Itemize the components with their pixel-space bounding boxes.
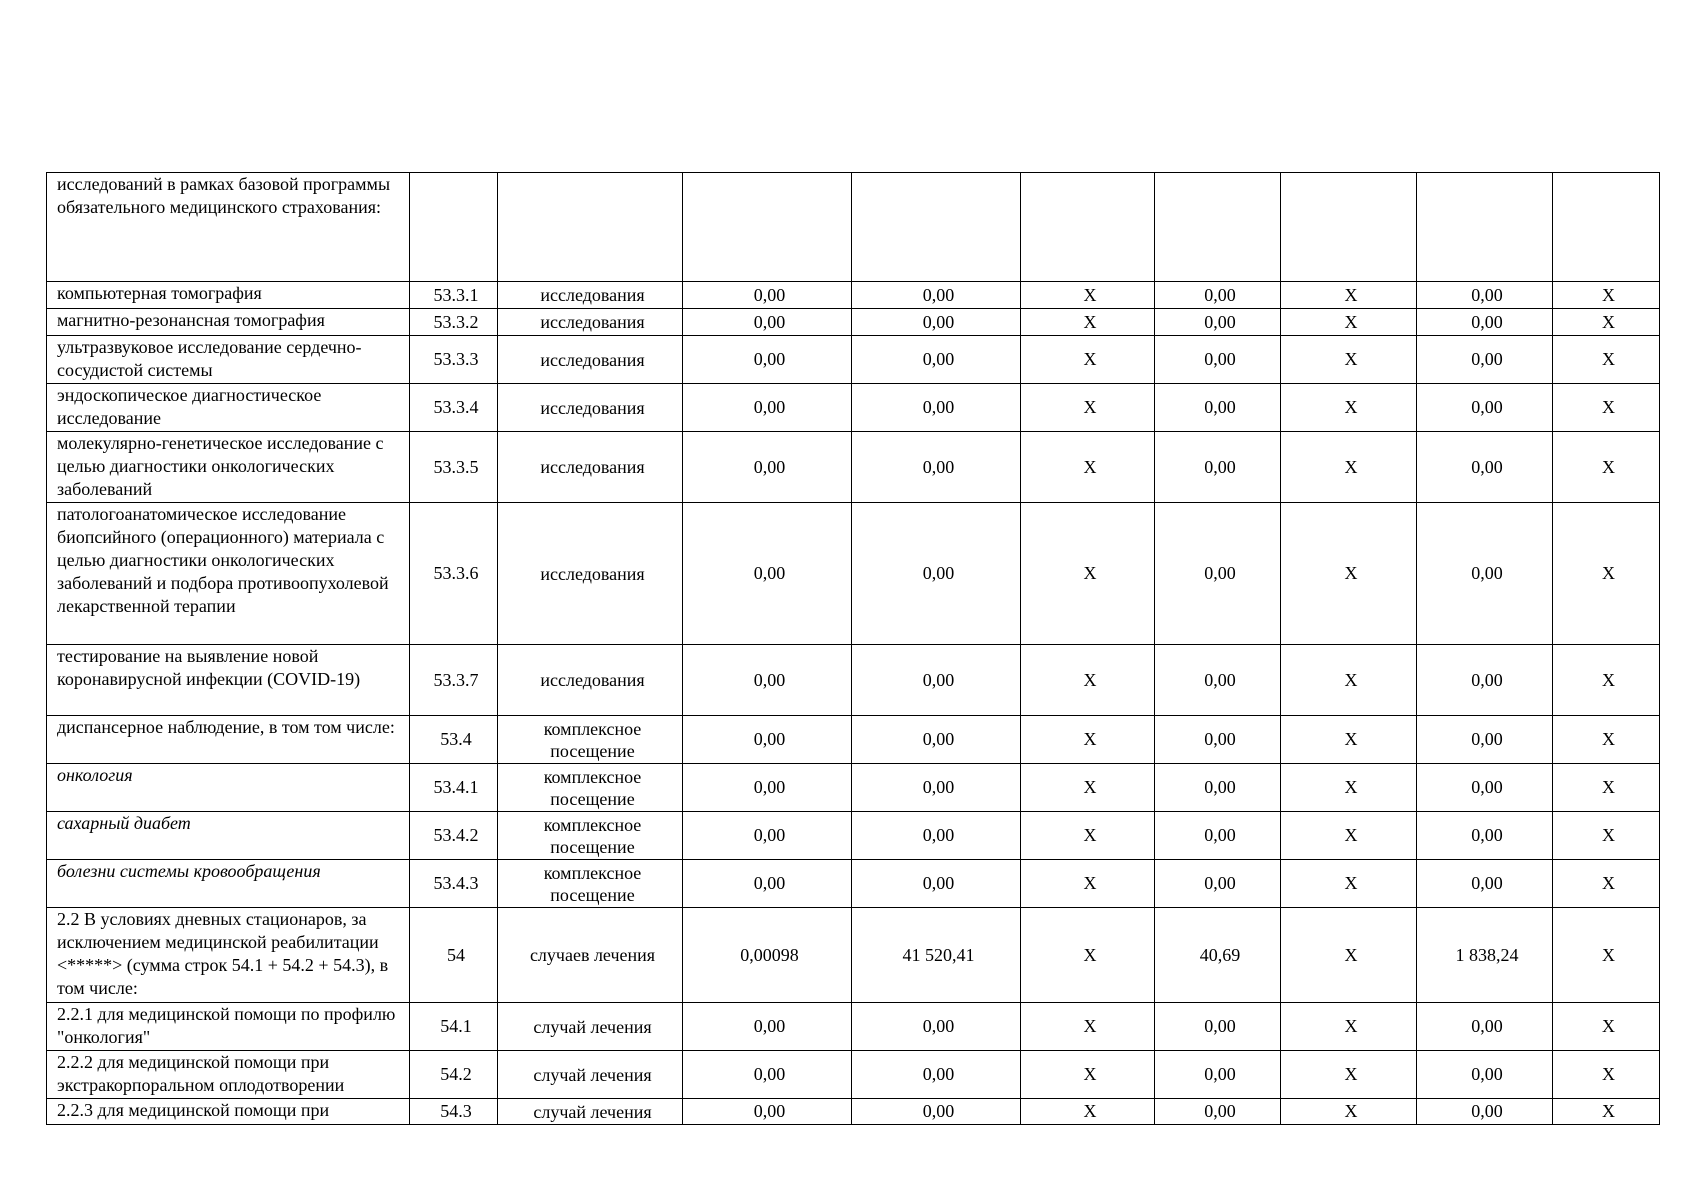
row-value-4: 0,00 [1155, 1003, 1281, 1051]
row-name: компьютерная томография [47, 282, 410, 309]
row-unit: комплексное посещение [498, 716, 683, 764]
row-value-1: 0,00 [683, 1003, 852, 1051]
row-value-7: X [1553, 309, 1660, 336]
row-value-6: 0,00 [1417, 812, 1553, 860]
row-value-4: 0,00 [1155, 432, 1281, 503]
row-value-3: X [1021, 764, 1155, 812]
row-value-2: 41 520,41 [852, 908, 1021, 1003]
row-value-4: 0,00 [1155, 812, 1281, 860]
table-row [47, 812, 1660, 860]
row-name: эндоскопическое диагностическое исследование [47, 384, 410, 432]
row-value-6: 0,00 [1417, 645, 1553, 716]
table-row [47, 282, 1660, 309]
row-value-2 [852, 173, 1021, 282]
row-name: сахарный диабет [47, 812, 410, 860]
row-value-1: 0,00 [683, 384, 852, 432]
row-value-4: 0,00 [1155, 1051, 1281, 1099]
row-code: 54.1 [410, 1003, 498, 1051]
row-value-4: 0,00 [1155, 282, 1281, 309]
row-value-7: X [1553, 764, 1660, 812]
row-value-2: 0,00 [852, 336, 1021, 384]
row-value-3 [1021, 173, 1155, 282]
row-value-1: 0,00098 [683, 908, 852, 1003]
row-value-1: 0,00 [683, 336, 852, 384]
row-value-5: X [1281, 716, 1417, 764]
row-value-5: X [1281, 812, 1417, 860]
table-row [47, 1003, 1660, 1051]
row-code: 53.3.6 [410, 503, 498, 645]
row-unit: комплексное посещение [498, 812, 683, 860]
row-value-2: 0,00 [852, 812, 1021, 860]
row-unit: случай лечения [498, 1003, 683, 1051]
row-value-6: 0,00 [1417, 503, 1553, 645]
row-value-2: 0,00 [852, 1099, 1021, 1125]
table-row [47, 1051, 1660, 1099]
row-value-2: 0,00 [852, 309, 1021, 336]
row-name: 2.2.2 для медицинской помощи при экстракорпоральном оплодотворении [47, 1051, 410, 1099]
row-name: тестирование на выявление новой коронавирусной инфекции (COVID-19) [47, 645, 410, 716]
row-value-3: X [1021, 384, 1155, 432]
row-value-6: 0,00 [1417, 1003, 1553, 1051]
row-value-5: X [1281, 503, 1417, 645]
row-value-7: X [1553, 716, 1660, 764]
row-value-1: 0,00 [683, 1099, 852, 1125]
row-name: болезни системы кровообращения [47, 860, 410, 908]
row-value-1: 0,00 [683, 309, 852, 336]
row-code: 53.3.7 [410, 645, 498, 716]
row-unit: исследования [498, 645, 683, 716]
row-name: 2.2.1 для медицинской помощи по профилю "онкология" [47, 1003, 410, 1051]
row-value-3: X [1021, 1003, 1155, 1051]
row-value-5: X [1281, 336, 1417, 384]
row-value-3: X [1021, 812, 1155, 860]
table-row [47, 432, 1660, 503]
row-unit: исследования [498, 336, 683, 384]
row-value-5: X [1281, 645, 1417, 716]
row-code: 53.3.2 [410, 309, 498, 336]
table-row [47, 860, 1660, 908]
row-name: молекулярно-генетическое исследование с целью диагностики онкологических заболеваний [47, 432, 410, 503]
row-value-5: X [1281, 1051, 1417, 1099]
table-body [47, 173, 1660, 1125]
row-value-5: X [1281, 432, 1417, 503]
row-value-7: X [1553, 282, 1660, 309]
row-value-6: 0,00 [1417, 432, 1553, 503]
row-unit: случай лечения [498, 1099, 683, 1125]
row-code: 53.3.1 [410, 282, 498, 309]
row-value-3: X [1021, 645, 1155, 716]
row-code: 53.3.3 [410, 336, 498, 384]
row-value-6: 0,00 [1417, 282, 1553, 309]
row-value-7: X [1553, 384, 1660, 432]
row-code: 54.3 [410, 1099, 498, 1125]
row-unit: исследования [498, 503, 683, 645]
row-name: 2.2.3 для медицинской помощи при [47, 1099, 410, 1125]
row-name: патологоанатомическое исследование биопсийного (операционного) материала с целью диагностики онкологических заболеваний и подбора противоопухолевой лекарственной терапии [47, 503, 410, 645]
row-value-6: 0,00 [1417, 384, 1553, 432]
table-row [47, 173, 1660, 282]
row-value-1: 0,00 [683, 716, 852, 764]
row-value-1: 0,00 [683, 1051, 852, 1099]
row-value-7: X [1553, 336, 1660, 384]
row-value-7: X [1553, 812, 1660, 860]
table-row [47, 336, 1660, 384]
row-value-1: 0,00 [683, 812, 852, 860]
row-value-1: 0,00 [683, 860, 852, 908]
row-value-6: 0,00 [1417, 764, 1553, 812]
row-unit: комплексное посещение [498, 764, 683, 812]
row-value-4: 0,00 [1155, 716, 1281, 764]
row-code [410, 173, 498, 282]
row-code: 54 [410, 908, 498, 1003]
row-value-5: X [1281, 908, 1417, 1003]
row-value-7 [1553, 173, 1660, 282]
row-value-6 [1417, 173, 1553, 282]
row-value-5: X [1281, 860, 1417, 908]
row-code: 54.2 [410, 1051, 498, 1099]
row-value-4: 0,00 [1155, 384, 1281, 432]
row-value-5: X [1281, 1099, 1417, 1125]
row-value-3: X [1021, 503, 1155, 645]
row-name: магнитно-резонансная томография [47, 309, 410, 336]
row-value-2: 0,00 [852, 860, 1021, 908]
row-name: 2.2 В условиях дневных стационаров, за исключением медицинской реабилитации <*****> (сумма строк 54.1 + 54.2 + 54.3), в том числе: [47, 908, 410, 1003]
row-unit: исследования [498, 432, 683, 503]
row-value-4 [1155, 173, 1281, 282]
row-value-1: 0,00 [683, 503, 852, 645]
row-unit: комплексное посещение [498, 860, 683, 908]
row-value-2: 0,00 [852, 1051, 1021, 1099]
row-code: 53.3.4 [410, 384, 498, 432]
table-row [47, 764, 1660, 812]
row-name: диспансерное наблюдение, в том том числе: [47, 716, 410, 764]
row-value-2: 0,00 [852, 764, 1021, 812]
row-value-4: 0,00 [1155, 336, 1281, 384]
row-value-6: 0,00 [1417, 336, 1553, 384]
row-value-6: 0,00 [1417, 716, 1553, 764]
row-unit: случаев лечения [498, 908, 683, 1003]
row-value-5 [1281, 173, 1417, 282]
row-value-7: X [1553, 432, 1660, 503]
row-value-4: 0,00 [1155, 645, 1281, 716]
row-value-3: X [1021, 282, 1155, 309]
row-unit [498, 173, 683, 282]
row-value-5: X [1281, 282, 1417, 309]
row-name: онкология [47, 764, 410, 812]
row-value-7: X [1553, 908, 1660, 1003]
row-value-4: 0,00 [1155, 1099, 1281, 1125]
row-value-2: 0,00 [852, 716, 1021, 764]
row-value-5: X [1281, 1003, 1417, 1051]
row-value-3: X [1021, 908, 1155, 1003]
row-value-6: 1 838,24 [1417, 908, 1553, 1003]
row-unit: исследования [498, 309, 683, 336]
row-value-1: 0,00 [683, 432, 852, 503]
row-name: ультразвуковое исследование сердечно-сосудистой системы [47, 336, 410, 384]
row-code: 53.4 [410, 716, 498, 764]
row-value-2: 0,00 [852, 432, 1021, 503]
row-value-4: 0,00 [1155, 764, 1281, 812]
row-name: исследований в рамках базовой программы обязательного медицинского страхования: [47, 173, 410, 282]
row-value-5: X [1281, 309, 1417, 336]
table-row [47, 716, 1660, 764]
table-row [47, 503, 1660, 645]
row-value-4: 0,00 [1155, 309, 1281, 336]
table-row [47, 384, 1660, 432]
row-value-3: X [1021, 432, 1155, 503]
row-code: 53.3.5 [410, 432, 498, 503]
row-value-1: 0,00 [683, 764, 852, 812]
row-unit: случай лечения [498, 1051, 683, 1099]
row-value-6: 0,00 [1417, 860, 1553, 908]
row-value-6: 0,00 [1417, 1099, 1553, 1125]
row-value-4: 40,69 [1155, 908, 1281, 1003]
row-code: 53.4.1 [410, 764, 498, 812]
medical-care-volume-table [46, 172, 1660, 1125]
row-value-2: 0,00 [852, 384, 1021, 432]
row-value-5: X [1281, 384, 1417, 432]
row-value-7: X [1553, 1003, 1660, 1051]
row-unit: исследования [498, 384, 683, 432]
row-value-7: X [1553, 860, 1660, 908]
row-value-2: 0,00 [852, 503, 1021, 645]
row-value-4: 0,00 [1155, 503, 1281, 645]
table-row [47, 1099, 1660, 1125]
row-value-4: 0,00 [1155, 860, 1281, 908]
table-row [47, 645, 1660, 716]
row-code: 53.4.3 [410, 860, 498, 908]
row-unit: исследования [498, 282, 683, 309]
row-value-1: 0,00 [683, 282, 852, 309]
table-row [47, 309, 1660, 336]
row-value-3: X [1021, 336, 1155, 384]
row-value-5: X [1281, 764, 1417, 812]
row-value-3: X [1021, 1099, 1155, 1125]
row-value-2: 0,00 [852, 282, 1021, 309]
row-value-1 [683, 173, 852, 282]
table-row [47, 908, 1660, 1003]
row-value-7: X [1553, 645, 1660, 716]
row-value-1: 0,00 [683, 645, 852, 716]
row-value-3: X [1021, 309, 1155, 336]
row-value-2: 0,00 [852, 645, 1021, 716]
row-value-2: 0,00 [852, 1003, 1021, 1051]
row-value-6: 0,00 [1417, 309, 1553, 336]
row-code: 53.4.2 [410, 812, 498, 860]
row-value-6: 0,00 [1417, 1051, 1553, 1099]
row-value-3: X [1021, 860, 1155, 908]
row-value-7: X [1553, 1099, 1660, 1125]
row-value-7: X [1553, 1051, 1660, 1099]
row-value-3: X [1021, 716, 1155, 764]
row-value-7: X [1553, 503, 1660, 645]
row-value-3: X [1021, 1051, 1155, 1099]
